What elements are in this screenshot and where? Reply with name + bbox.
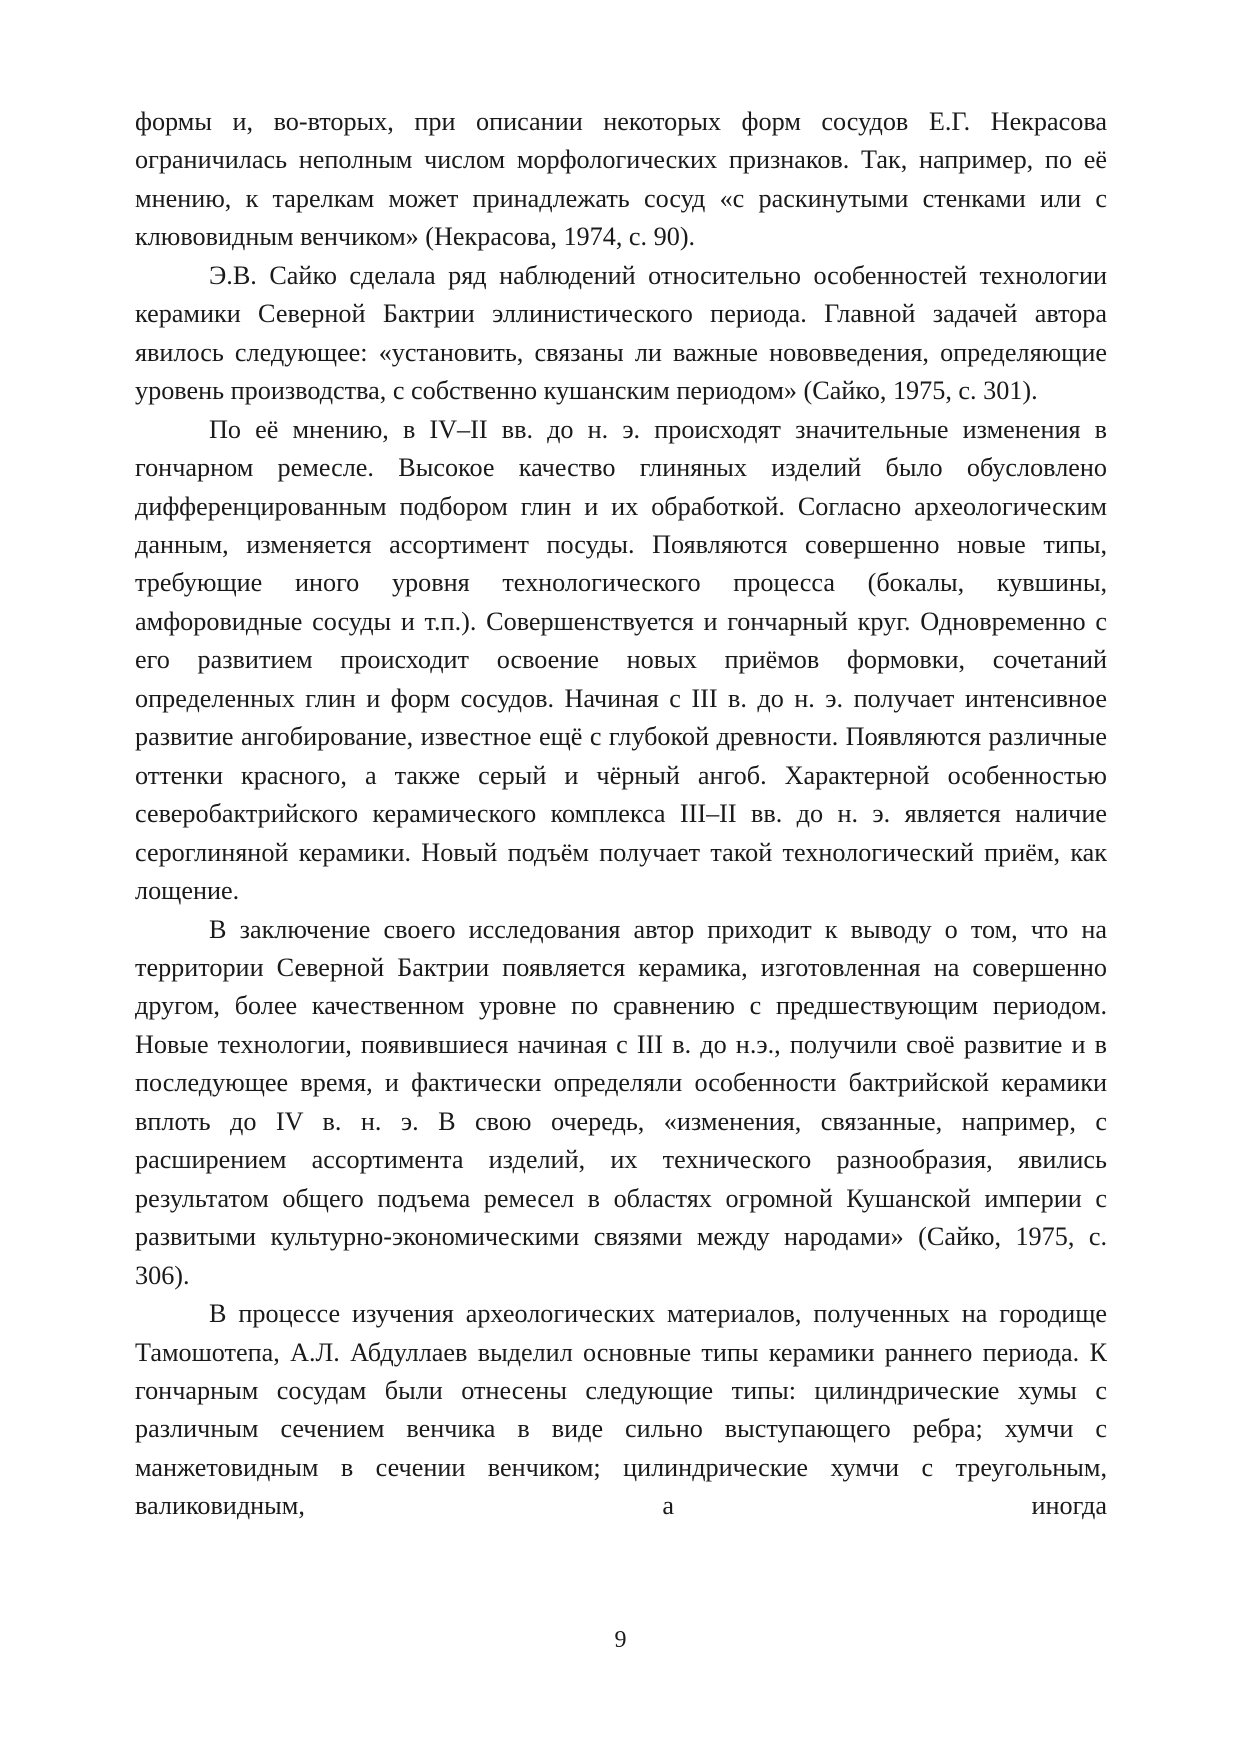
paragraph-2: Э.В. Сайко сделала ряд наблюдений относительно особенностей технологии керамики Северной Бактрии эллинистического периода. Главной задачей автора явилось следующее: «установить, связаны ли важные нововведения, определяющие уровень производства, с собственно кушанским периодом» (Сайко, 1975, с. 301). [135,260,1107,406]
document-page [135,103,1107,1526]
page-number: 9 [614,1627,627,1653]
paragraph-1: формы и, во-вторых, при описании некоторых форм сосудов Е.Г. Некрасова ограничилась неполным числом морфологических признаков. Так, например, по её мнению, к тарелкам может принадлежать сосуд «с раскинутыми стенками или с клювовидным венчиком» (Некрасова, 1974, с. 90). [135,107,1107,252]
paragraph-4: В заключение своего исследования автор приходит к выводу о том, что на территории Северной Бактрии появляется керамика, изготовленная на совершенно другом, более качественном уровне по сравнению с предшествующим периодом. Новые технологии, появившиеся начиная с III в. до н.э., получили своё развитие и в последующее время, и фактически определяли особенности бактрийской керамики вплоть до IV в. н. э. В свою очередь, «изменения, связанные, например, с расширением ассортимента изделий, их технического разнообразия, явились результатом общего подъема ремесел в областях огромной Кушанской империи с развитыми культурно-экономическими связями между народами» (Сайко, 1975, с. 306). [135,914,1107,1290]
paragraph-3: По её мнению, в IV–II вв. до н. э. происходят значительные изменения в гончарном ремесле. Высокое качество глиняных изделий было обусловлено дифференцированным подбором глин и их обработкой. Согласно археологическим данным, изменяется ассортимент посуды. Появляются совершенно новые типы, требующие иного уровня технологического процесса (бокалы, кувшины, амфоровидные сосуды и т.п.). Совершенствуется и гончарный круг. Одновременно с его развитием происходит освоение новых приёмов формовки, сочетаний определенных глин и форм сосудов. Начиная с III в. до н. э. получает интенсивное развитие ангобирование, известное ещё с глубокой древности. Появляются различные оттенки красного, а также серый и чёрный ангоб. Характерной особенностью северобактрийского керамического комплекса III–II вв. до н. э. является наличие сероглиняной керамики. Новый подъём получает такой технологический приём, как лощение. [135,414,1107,906]
paragraph-5: В процессе изучения археологических материалов, полученных на городище Тамошотепа, А.Л. Абдуллаев выделил основные типы керамики раннего периода. К гончарным сосудам были отнесены следующие типы: цилиндрические хумы с различным сечением венчика в виде сильно выступающего ребра; хумчи с манжетовидным в сечении венчиком; цилиндрические хумчи с треугольным, валиковидным, а иногда [135,1299,1107,1521]
